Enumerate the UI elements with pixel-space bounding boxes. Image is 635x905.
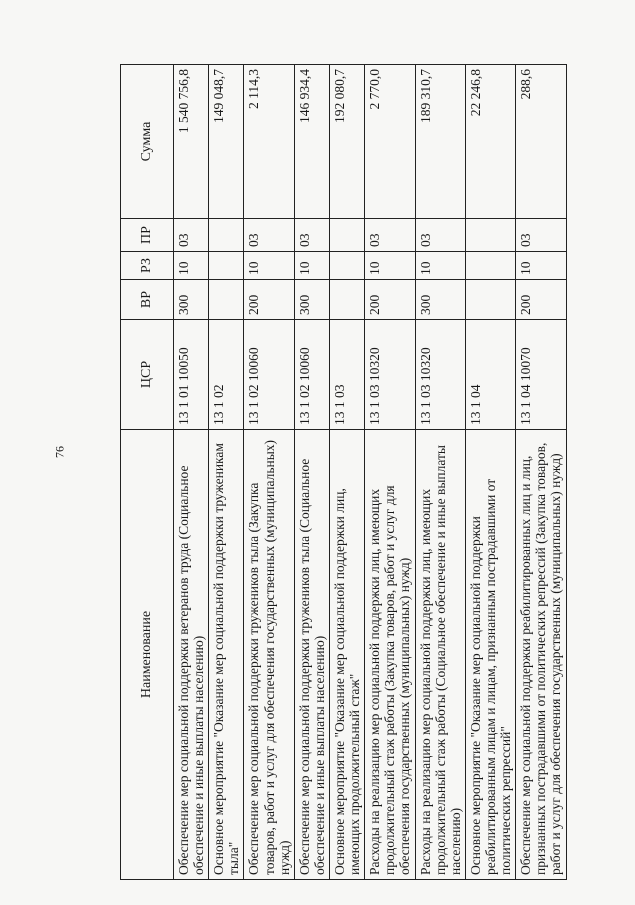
table-row [465, 65, 515, 880]
row-csr: 13 1 01 10050 [174, 320, 209, 430]
row-sum: 22 246,8 [465, 65, 515, 219]
row-pr [329, 219, 364, 252]
header-name: Наименование [121, 430, 174, 880]
table-row [415, 65, 465, 880]
row-pr [209, 219, 244, 252]
row-pr [465, 219, 515, 252]
row-vr: 200 [244, 280, 294, 320]
row-rz [329, 252, 364, 280]
row-rz: 10 [244, 252, 294, 280]
row-vr: 200 [365, 280, 415, 320]
row-rz: 10 [415, 252, 465, 280]
row-csr: 13 1 03 10320 [415, 320, 465, 430]
row-csr: 13 1 03 10320 [365, 320, 415, 430]
row-csr: 13 1 03 [329, 320, 364, 430]
row-rz: 10 [174, 252, 209, 280]
row-sum: 192 080,7 [329, 65, 364, 219]
row-name: Обеспечение мер социальной поддержки тружеников тыла (Закупка товаров, работ и услуг для обеспечения государственных (муниципальных) нужд) [244, 430, 294, 880]
row-sum: 146 934,4 [294, 65, 329, 219]
row-pr: 03 [516, 219, 566, 252]
row-sum: 149 048,7 [209, 65, 244, 219]
row-vr: 300 [415, 280, 465, 320]
row-pr: 03 [174, 219, 209, 252]
table-row [174, 65, 209, 880]
row-sum: 288,6 [516, 65, 566, 219]
row-vr: 300 [294, 280, 329, 320]
row-pr: 03 [365, 219, 415, 252]
row-rz: 10 [294, 252, 329, 280]
row-name: Обеспечение мер социальной поддержки ветеранов труда (Социальное обеспечение и иные выплаты населению) [174, 430, 209, 880]
budget-table [120, 64, 567, 880]
row-name: Обеспечение мер социальной поддержки тружеников тыла (Социальное обеспечение и иные выплаты населению) [294, 430, 329, 880]
row-name: Обеспечение мер социальной поддержки реабилитированных лиц и лиц, признанных пострадавшими от политических репрессий (Закупка товаров, работ и услуг для обеспечения государственных (муниципальных) нужд) [516, 430, 566, 880]
row-sum: 2 114,3 [244, 65, 294, 219]
row-csr: 13 1 02 [209, 320, 244, 430]
row-csr: 13 1 04 10070 [516, 320, 566, 430]
row-csr: 13 1 02 10060 [244, 320, 294, 430]
header-pr: ПР [121, 219, 174, 252]
table-row [209, 65, 244, 880]
row-name: Расходы на реализацию мер социальной поддержки лиц, имеющих продолжительный стаж работы (Закупка товаров, работ и услуг для обеспечения государственных (муниципальных) нужд) [365, 430, 415, 880]
row-rz [209, 252, 244, 280]
row-vr: 300 [174, 280, 209, 320]
row-sum: 2 770,0 [365, 65, 415, 219]
row-name: Расходы на реализацию мер социальной поддержки лиц, имеющих продолжительный стаж работы (Социальное обеспечение и иные выплаты населению) [415, 430, 465, 880]
row-sum: 1 540 756,8 [174, 65, 209, 219]
row-rz [465, 252, 515, 280]
table-row [329, 65, 364, 880]
row-sum: 189 310,7 [415, 65, 465, 219]
row-name: Основное мероприятие "Оказание мер социальной поддержки лиц, имеющих продолжительный стаж" [329, 430, 364, 880]
table-row [365, 65, 415, 880]
row-pr: 03 [294, 219, 329, 252]
row-rz: 10 [516, 252, 566, 280]
row-pr: 03 [415, 219, 465, 252]
row-csr: 13 1 02 10060 [294, 320, 329, 430]
row-vr [465, 280, 515, 320]
row-pr: 03 [244, 219, 294, 252]
table-header-row [121, 65, 174, 880]
row-vr [209, 280, 244, 320]
row-name: Основное мероприятие "Оказание мер социальной поддержки реабилитированным лицам и лицам, признанным пострадавшими от политических репрессий" [465, 430, 515, 880]
page-number: 76 [52, 446, 67, 458]
table-row [516, 65, 566, 880]
row-name: Основное мероприятие "Оказание мер социальной поддержки труженикам тыла" [209, 430, 244, 880]
budget-table-container [120, 65, 564, 880]
header-csr: ЦСР [121, 320, 174, 430]
header-vr: ВР [121, 280, 174, 320]
table-row [294, 65, 329, 880]
table-row [244, 65, 294, 880]
row-vr: 200 [516, 280, 566, 320]
row-csr: 13 1 04 [465, 320, 515, 430]
row-vr [329, 280, 364, 320]
row-rz: 10 [365, 252, 415, 280]
header-rz: РЗ [121, 252, 174, 280]
header-sum: Сумма [121, 65, 174, 219]
